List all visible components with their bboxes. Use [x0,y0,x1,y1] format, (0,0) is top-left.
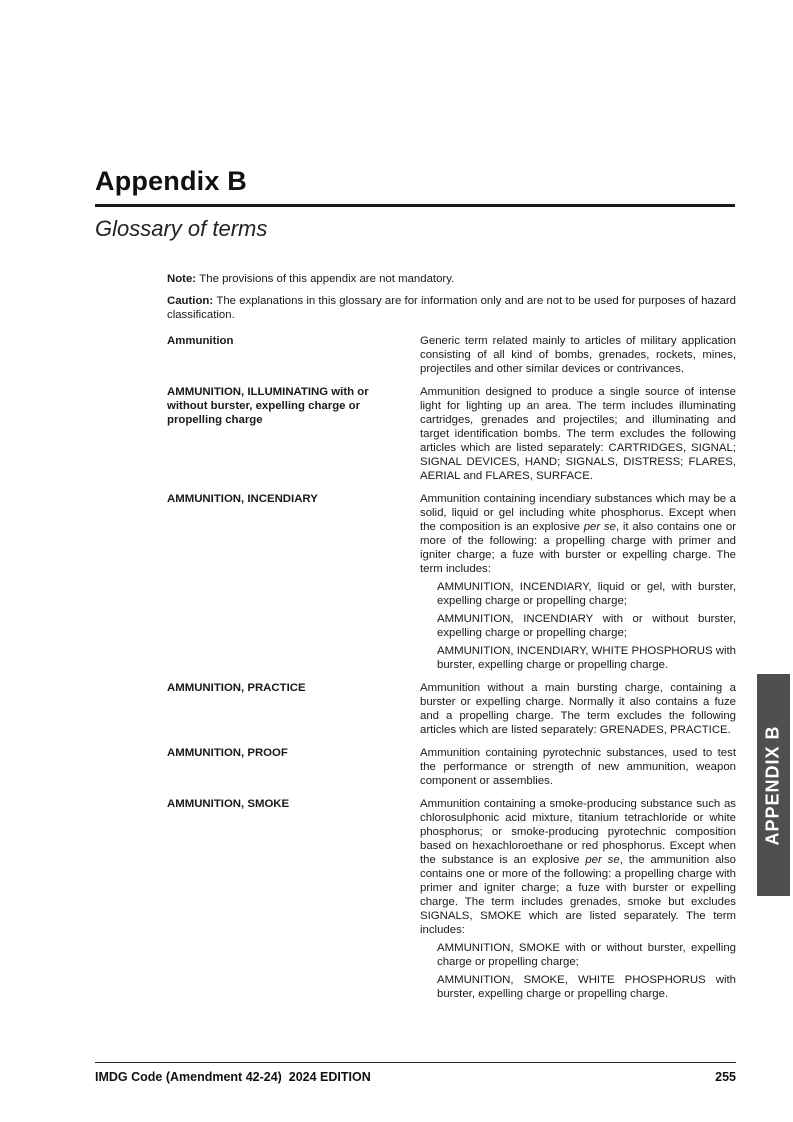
footer-page-number: 255 [715,1070,736,1084]
notice-paragraph: Caution: The explanations in this glossary are for information only and are not to be used for purposes of hazard classification. [167,295,736,321]
glossary-definition [420,334,736,376]
notice-label: Caution: [167,295,214,307]
definition-subitem: AMMUNITION, SMOKE, WHITE PHOSPHORUS with burster, expelling charge or propelling charge. [437,974,736,1000]
definition-paragraph: Ammunition without a main bursting charge, containing a burster or expelling charge. Normally it also contains a fuze and a propelling charge. The term excludes the following articles which are listed separately: GRENADES, PRACTICE. [420,682,736,736]
appendix-side-tab-label: APPENDIX B [763,724,783,846]
glossary-row [167,797,736,1001]
glossary-definition [420,797,736,1001]
definition-paragraph: Generic term related mainly to articles of military application consisting of all kind of bombs, grenades, rockets, mines, projectiles and other similar devices or contrivances. [420,335,736,375]
page-content [167,272,736,1001]
footer-edition-text: IMDG Code (Amendment 42-24) 2024 EDITION [95,1070,371,1084]
notices [167,272,736,322]
definition-paragraph: Ammunition containing a smoke-producing substance such as chlorosulphonic acid mixture, titanium tetrachloride or white phosphorus; or smoke-producing pyrotechnic composition based on hexachloroethane or red phosphorus. Except when the substance is an explosive per se, the ammunition also contains one or more of the following: a propelling charge with primer and igniter charge; a fuze with burster or expelling charge. The term includes grenades, smoke but excludes SIGNALS, SMOKE which are listed separately. The term includes: [420,798,736,936]
glossary-definition [420,385,736,483]
definition-subitem: AMMUNITION, INCENDIARY, WHITE PHOSPHORUS with burster, expelling charge or propelling charge. [437,645,736,671]
page-title: Appendix B [95,166,248,196]
appendix-side-tab [757,674,790,896]
definition-subitem: AMMUNITION, INCENDIARY with or without burster, expelling charge or propelling charge; [437,613,736,639]
title-rule [95,204,735,207]
glossary-term: AMMUNITION, PROOF [167,747,288,759]
glossary-term: AMMUNITION, SMOKE [167,798,290,810]
definition-subitem: AMMUNITION, SMOKE with or without burster, expelling charge or propelling charge; [437,942,736,968]
page-footer [95,1062,736,1084]
glossary-term: AMMUNITION, ILLUMINATING with or without burster, expelling charge or propelling charge [167,386,369,426]
glossary-term: Ammunition [167,335,234,347]
glossary-definition [420,492,736,672]
glossary-row [167,385,736,483]
notice-paragraph: Note: The provisions of this appendix are not mandatory. [167,273,455,285]
glossary-definition [420,681,736,737]
glossary-row [167,492,736,672]
glossary-list [167,334,736,1001]
definition-subitem: AMMUNITION, INCENDIARY, liquid or gel, with burster, expelling charge or propelling charge; [437,581,736,607]
notice-label: Note: [167,273,197,285]
glossary-definition [420,746,736,788]
glossary-term: AMMUNITION, INCENDIARY [167,493,318,505]
glossary-row [167,681,736,737]
page-header [95,166,735,242]
glossary-row [167,334,736,376]
definition-paragraph: Ammunition designed to produce a single source of intense light for lighting up an area. The term includes illuminating cartridges, grenades and projectiles; and illuminating and target identification bombs. The term excludes the following articles which are listed separately: CARTRIDGES, SIGNAL; SIGNAL DEVICES, HAND; SIGNALS, DISTRESS; FLARES, AERIAL and FLARES, SURFACE. [420,386,736,482]
definition-paragraph: Ammunition containing pyrotechnic substances, used to test the performance or strength of new ammunition, weapon component or assemblies. [420,747,736,787]
definition-paragraph: Ammunition containing incendiary substances which may be a solid, liquid or gel including white phosphorus. Except when the composition is an explosive per se, it also contains one or more of the following: a propelling charge with primer and igniter charge; a fuze with burster or expelling charge. The term includes: [420,493,736,575]
glossary-row [167,746,736,788]
page-subtitle: Glossary of terms [95,216,268,241]
glossary-term: AMMUNITION, PRACTICE [167,682,306,694]
